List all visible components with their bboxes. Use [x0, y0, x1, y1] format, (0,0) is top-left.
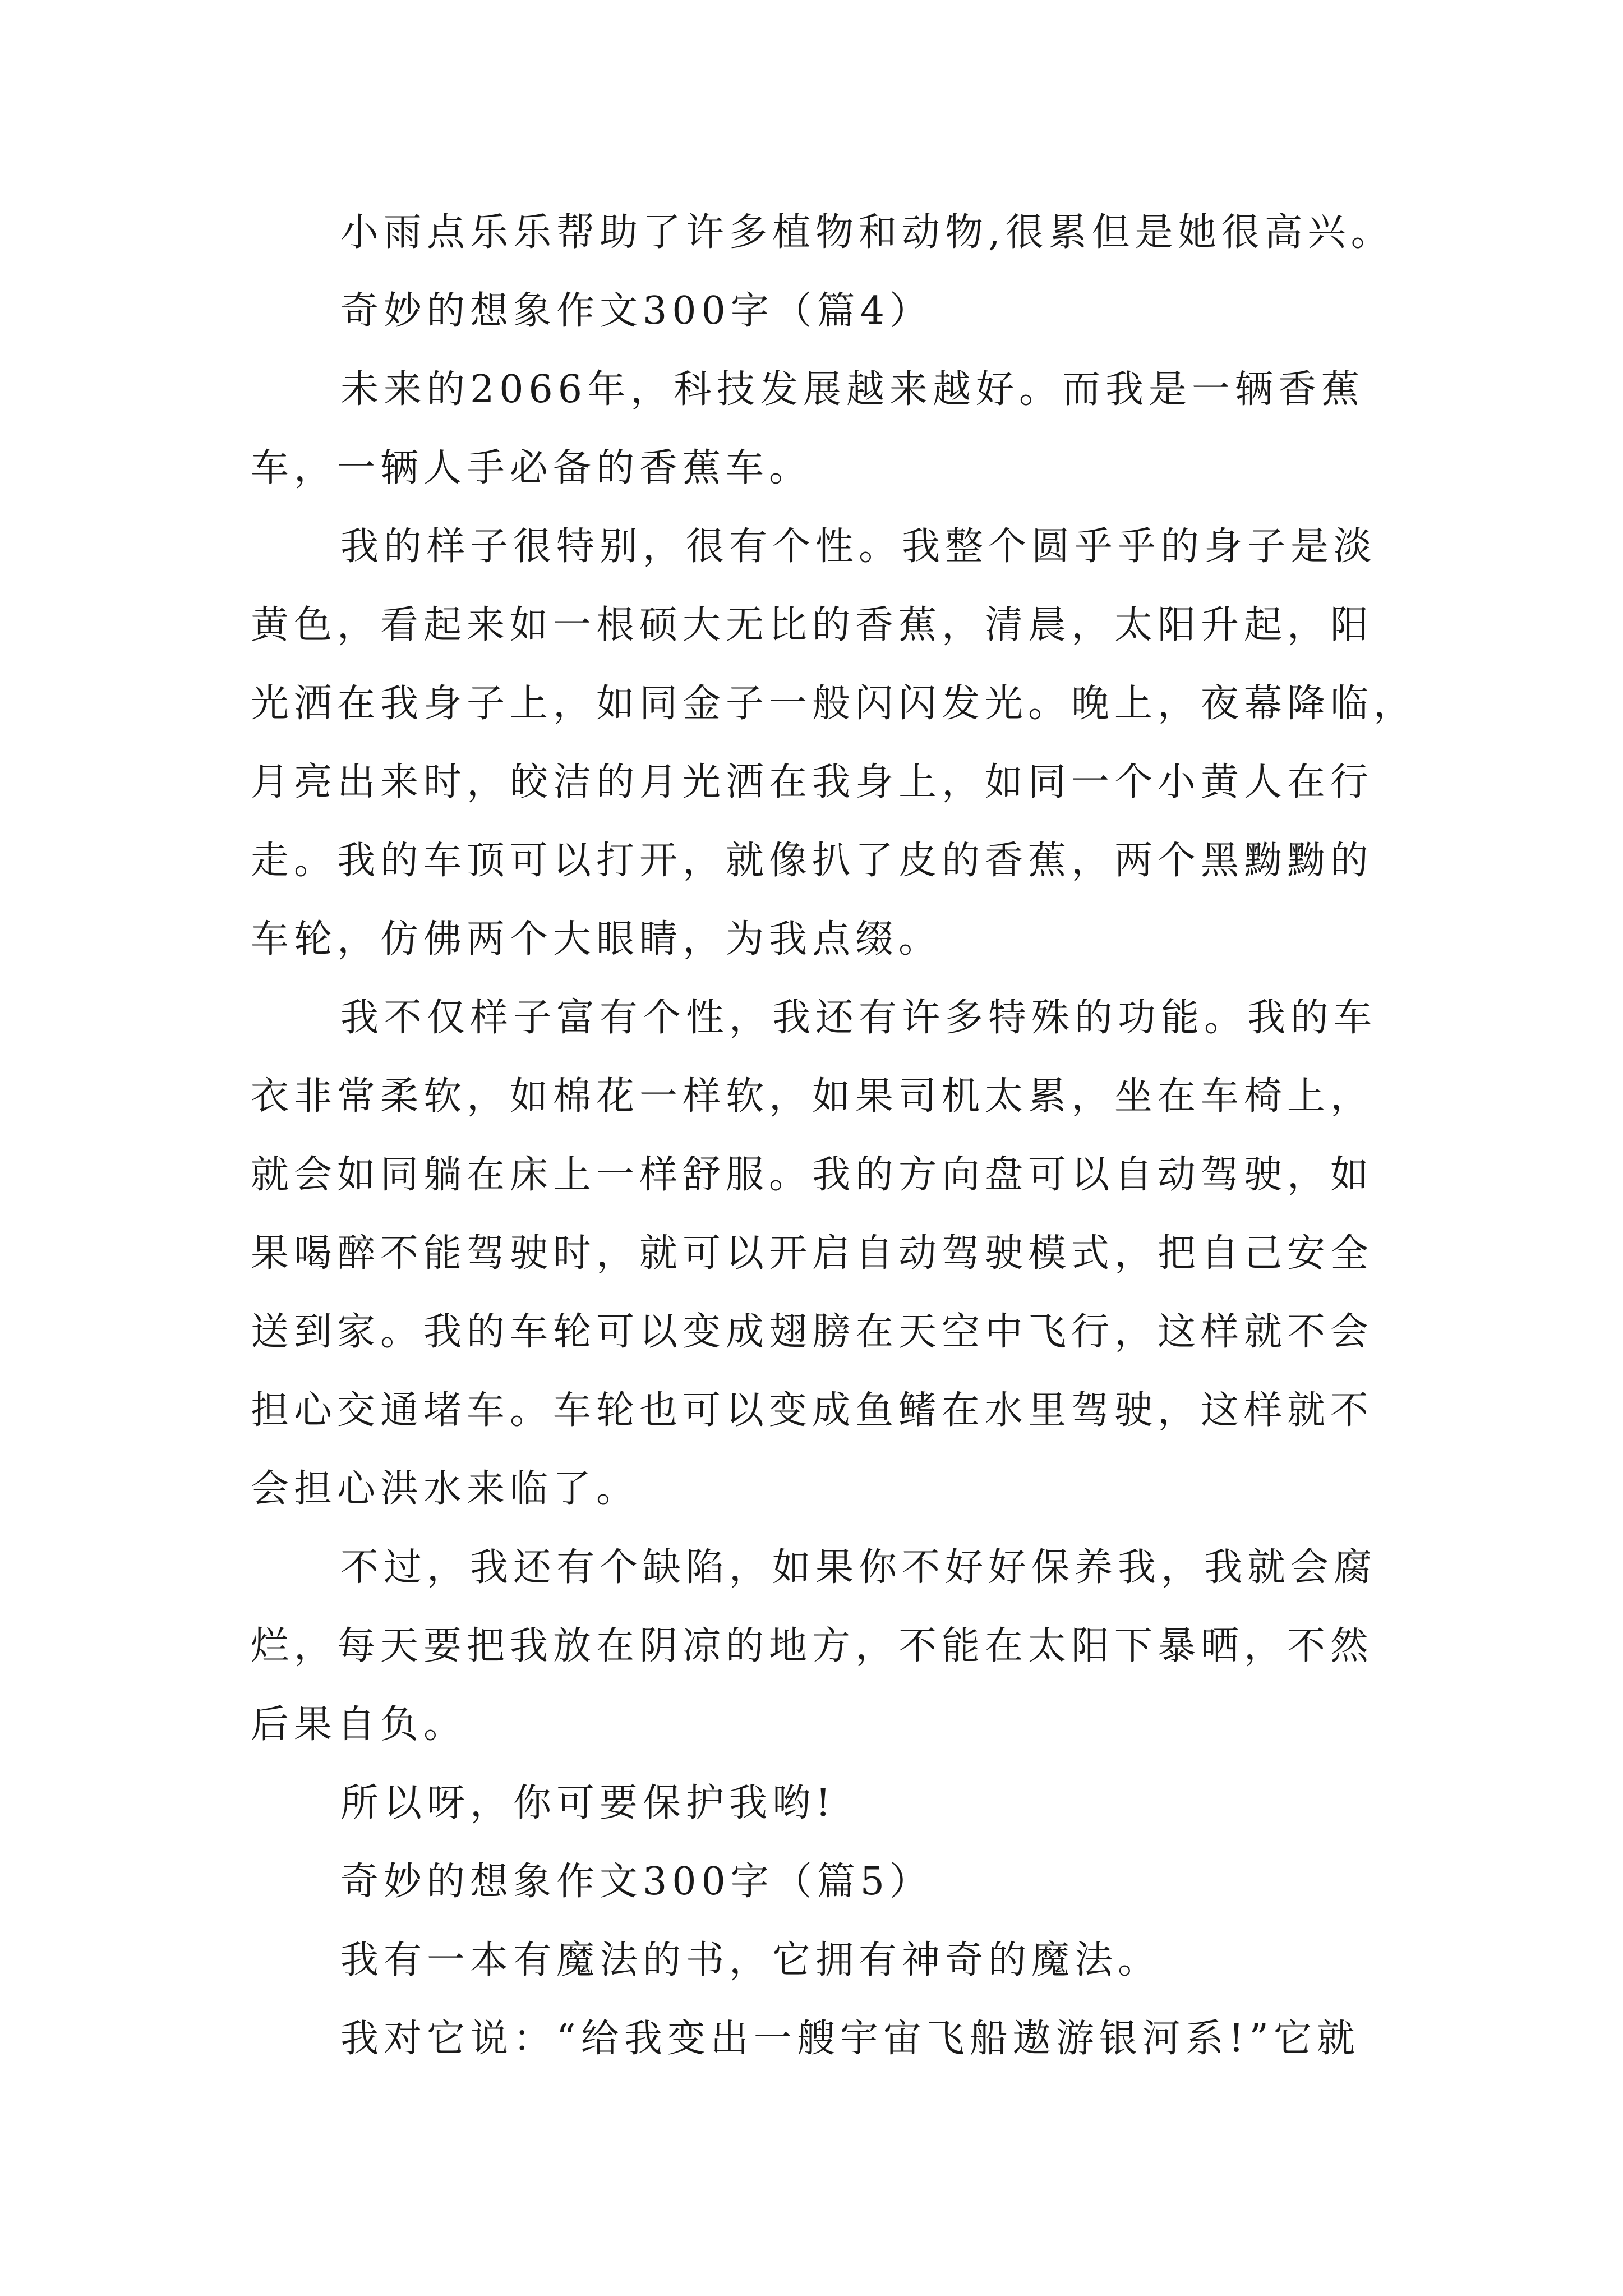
paragraph-line: 黄色，看起来如一根硕大无比的香蕉，清晨，太阳升起，阳 [251, 603, 1374, 647]
paragraph-line: 走。我的车顶可以打开，就像扒了皮的香蕉，两个黑黝黝的 [251, 839, 1374, 883]
paragraph-line: 小雨点乐乐帮助了许多植物和动物,很累但是她很高兴。 [340, 210, 1394, 255]
paragraph-line: 后果自负。 [251, 1703, 467, 1747]
paragraph-line: 车，一辆人手必备的香蕉车。 [251, 446, 813, 490]
paragraph-line: 我的样子很特别，很有个性。我整个圆乎乎的身子是淡 [340, 524, 1377, 569]
section-heading-4: 奇妙的想象作文300字（篇4） [340, 289, 933, 333]
document-body [251, 194, 1417, 2078]
paragraph-line: 衣非常柔软，如棉花一样软，如果司机太累，坐在车椅上， [251, 1074, 1374, 1119]
paragraph-line: 未来的2066年，科技发展越来越好。而我是一辆香蕉 [340, 367, 1365, 412]
paragraph-line: 月亮出来时，皎洁的月光洒在我身上，如同一个小黄人在行 [251, 760, 1374, 804]
paragraph-line: 我对它说：“给我变出一艘宇宙飞船遨游银河系!”它就 [340, 2017, 1360, 2061]
paragraph-line: 不过，我还有个缺陷，如果你不好好保养我，我就会腐 [340, 1545, 1377, 1590]
paragraph-line: 我有一本有魔法的书，它拥有神奇的魔法。 [340, 1938, 1161, 1982]
paragraph-line: 担心交通堵车。车轮也可以变成鱼鳍在水里驾驶，这样就不 [251, 1388, 1374, 1433]
paragraph-line: 烂，每天要把我放在阴凉的地方，不能在太阳下暴晒，不然 [251, 1624, 1374, 1668]
paragraph-line: 会担心洪水来临了。 [251, 1467, 640, 1511]
paragraph-line: 我不仅样子富有个性，我还有许多特殊的功能。我的车 [340, 996, 1377, 1040]
paragraph-line: 车轮，仿佛两个大眼睛，为我点缀。 [251, 917, 942, 961]
paragraph-line: 果喝醉不能驾驶时，就可以开启自动驾驶模式，把自己安全 [251, 1231, 1374, 1276]
paragraph-line: 就会如同躺在床上一样舒服。我的方向盘可以自动驾驶，如 [251, 1153, 1374, 1197]
paragraph-line: 送到家。我的车轮可以变成翅膀在天空中飞行，这样就不会 [251, 1310, 1374, 1354]
paragraph-line: 光洒在我身子上，如同金子一般闪闪发光。晚上，夜幕降临， [251, 682, 1417, 726]
section-heading-5: 奇妙的想象作文300字（篇5） [340, 1860, 933, 1904]
paragraph-line: 所以呀，你可要保护我哟! [340, 1781, 836, 1825]
